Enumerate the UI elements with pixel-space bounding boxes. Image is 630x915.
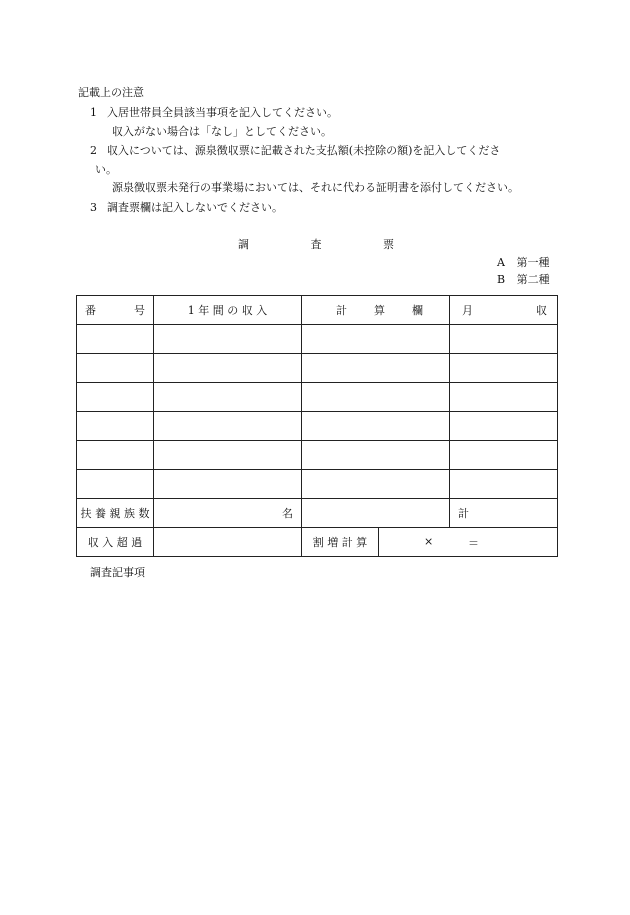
cell-annual-income[interactable] — [154, 470, 302, 499]
note-1-subtext: 収入がない場合は「なし」としてください。 — [112, 125, 332, 138]
form-title — [238, 238, 394, 252]
cell-number[interactable] — [77, 470, 154, 499]
table-row — [77, 383, 558, 412]
form-type-a-label: 第一種 — [516, 256, 550, 269]
note-2-continued: い。 — [95, 163, 117, 176]
header-monthly-char-1: 月 — [462, 304, 473, 317]
form-type-b — [497, 273, 550, 287]
cell-monthly-income[interactable] — [450, 354, 558, 383]
equals-sign: ＝ — [468, 537, 479, 550]
cell-calculation[interactable] — [302, 383, 450, 412]
header-number-char-2: 号 — [134, 304, 145, 317]
table-row — [77, 470, 558, 499]
note-2-number: 2 — [90, 144, 97, 157]
surcharge-label: 割 増 計 算 — [302, 528, 379, 557]
form-title-char-1: 調 — [238, 238, 249, 251]
table-row — [77, 354, 558, 383]
cell-annual-income[interactable] — [154, 412, 302, 441]
header-calculation — [302, 296, 450, 325]
cell-number[interactable] — [77, 325, 154, 354]
total-label[interactable]: 計 — [450, 499, 558, 528]
survey-header-row — [77, 296, 558, 325]
cell-calculation[interactable] — [302, 412, 450, 441]
cell-annual-income[interactable] — [154, 354, 302, 383]
header-monthly-char-2: 収 — [536, 304, 547, 317]
cell-monthly-income[interactable] — [450, 441, 558, 470]
surcharge-formula[interactable] — [379, 528, 558, 557]
cell-calculation[interactable] — [302, 441, 450, 470]
cell-monthly-income[interactable] — [450, 325, 558, 354]
cell-annual-income[interactable] — [154, 325, 302, 354]
table-row — [77, 412, 558, 441]
note-3-text: 調査票欄は記入しないでください。 — [107, 201, 283, 214]
survey-notes-label: 調査記事項 — [90, 566, 145, 579]
cell-calculation[interactable] — [302, 325, 450, 354]
table-row — [77, 325, 558, 354]
form-type-a — [497, 256, 549, 270]
form-title-char-3: 票 — [383, 238, 394, 251]
note-1-text: 入居世帯員全員該当事項を記入してください。 — [107, 106, 338, 119]
form-type-b-label: 第二種 — [516, 273, 550, 286]
cell-number[interactable] — [77, 441, 154, 470]
header-number-char-1: 番 — [85, 304, 96, 317]
cell-calculation[interactable] — [302, 354, 450, 383]
cell-annual-income[interactable] — [154, 441, 302, 470]
dependents-calculation[interactable] — [302, 499, 450, 528]
header-monthly-income — [450, 296, 558, 325]
excess-row — [77, 528, 558, 557]
cell-number[interactable] — [77, 383, 154, 412]
note-2-subtext: 源泉徴収票未発行の事業場においては、それに代わる証明書を添付してください。 — [112, 181, 519, 194]
cell-monthly-income[interactable] — [450, 412, 558, 441]
multiply-sign: × — [424, 535, 434, 548]
excess-label: 収 入 超 過 — [77, 528, 154, 557]
form-type-a-letter: A — [497, 256, 505, 269]
cell-calculation[interactable] — [302, 470, 450, 499]
form-title-char-2: 査 — [310, 238, 322, 251]
header-number — [77, 296, 154, 325]
table-row — [77, 441, 558, 470]
dependents-label: 扶 養 親 族 数 — [77, 499, 154, 528]
dependents-unit[interactable]: 名 — [154, 499, 302, 528]
dependents-row — [77, 499, 558, 528]
note-1-number: 1 — [90, 106, 97, 119]
header-annual-income: 1 年 間 の 収 入 — [154, 296, 302, 325]
note-2-text: 収入については、源泉徴収票に記載された支払額(未控除の額)を記入してくださ — [107, 144, 501, 157]
cell-number[interactable] — [77, 354, 154, 383]
form-type-b-letter: B — [497, 273, 506, 286]
cell-number[interactable] — [77, 412, 154, 441]
cell-monthly-income[interactable] — [450, 383, 558, 412]
header-calc-char-3: 欄 — [412, 304, 423, 317]
cell-annual-income[interactable] — [154, 383, 302, 412]
notes-heading: 記載上の注意 — [78, 86, 144, 99]
header-calc-char-1: 計 — [336, 304, 347, 317]
note-3-number: 3 — [90, 201, 97, 214]
header-calc-char-2: 算 — [374, 304, 385, 317]
survey-table — [76, 295, 558, 557]
excess-value[interactable] — [154, 528, 302, 557]
cell-monthly-income[interactable] — [450, 470, 558, 499]
